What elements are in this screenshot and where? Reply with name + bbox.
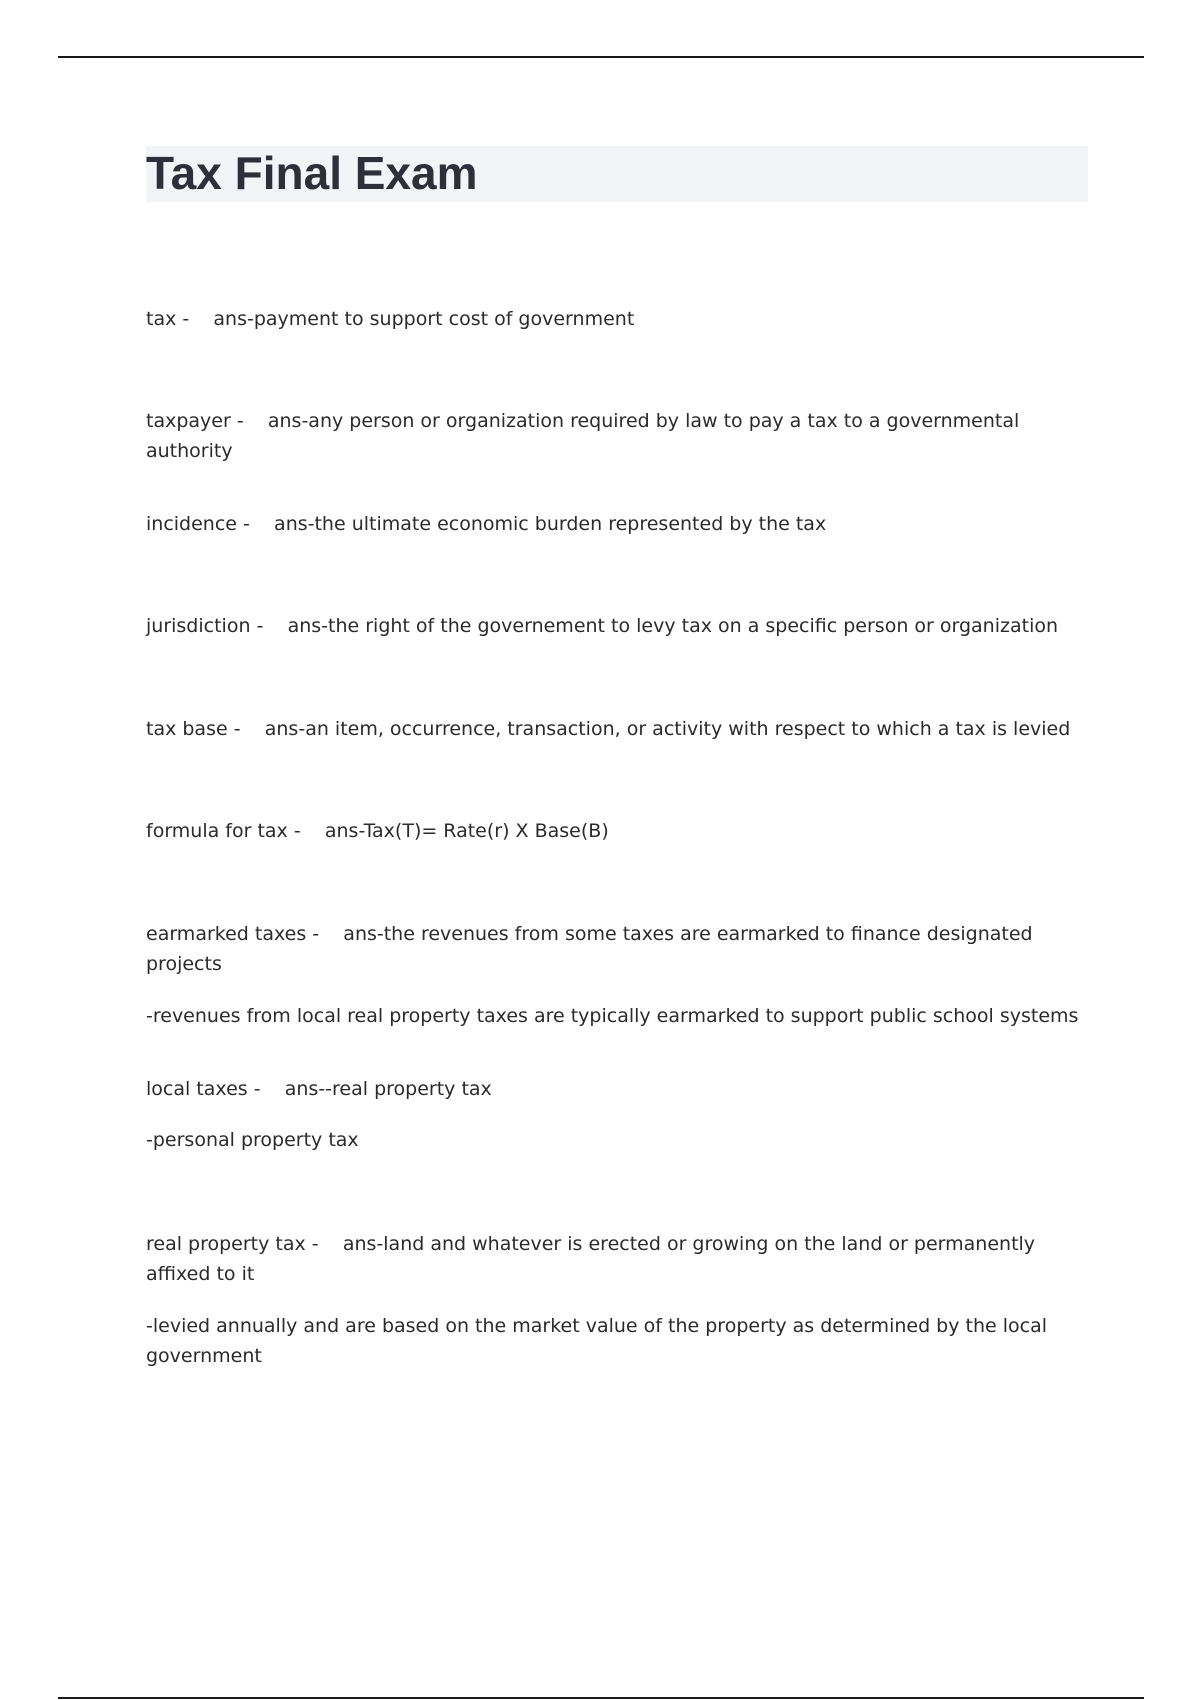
entry-term: incidence - <box>146 513 250 535</box>
entry-term: earmarked taxes - <box>146 923 320 945</box>
entry-extra-line: -revenues from local real property taxes are typically earmarked to support public school systems <box>146 1005 1079 1027</box>
bottom-rule <box>58 1697 1144 1699</box>
entry-term: local taxes - <box>146 1078 261 1100</box>
entry-term: tax base - <box>146 718 241 740</box>
entry-answer: ans-the revenues from some taxes are earmarked to finance designated projects <box>146 923 1033 975</box>
entry-jurisdiction <box>146 611 1086 641</box>
entry-incidence <box>146 509 1086 539</box>
entry-formula-for-tax <box>146 816 1086 846</box>
entry-extra-line: -levied annually and are based on the market value of the property as determined by the local government <box>146 1315 1048 1367</box>
entry-term: formula for tax - <box>146 820 301 842</box>
entry-term: real property tax - <box>146 1233 319 1255</box>
entry-earmarked-taxes <box>146 919 1086 1031</box>
entry-tax-base <box>146 714 1086 744</box>
entry-term: taxpayer - <box>146 410 244 432</box>
entry-term: jurisdiction - <box>146 615 264 637</box>
entry-real-property-tax <box>146 1229 1086 1371</box>
entry-answer: ans-any person or organization required by law to pay a tax to a governmental authority <box>146 410 1020 462</box>
entry-tax <box>146 304 1086 334</box>
entry-answer: ans-Tax(T)= Rate(r) X Base(B) <box>324 820 609 842</box>
entry-answer: ans-payment to support cost of government <box>213 308 635 330</box>
entry-answer: ans-land and whatever is erected or growing on the land or permanently affixed to it <box>146 1233 1036 1285</box>
entry-term: tax - <box>146 308 190 330</box>
entry-answer: ans--real property tax <box>284 1078 492 1100</box>
entry-extra-line: -personal property tax <box>146 1129 359 1151</box>
entry-answer: ans-the ultimate economic burden represented by the tax <box>274 513 827 535</box>
entry-answer: ans-an item, occurrence, transaction, or activity with respect to which a tax is levied <box>264 718 1071 740</box>
entry-answer: ans-the right of the governement to levy tax on a specific person or organization <box>287 615 1059 637</box>
top-rule <box>58 56 1144 58</box>
entry-local-taxes <box>146 1074 1086 1155</box>
page-title: Tax Final Exam <box>146 147 478 199</box>
entry-taxpayer <box>146 406 1086 466</box>
